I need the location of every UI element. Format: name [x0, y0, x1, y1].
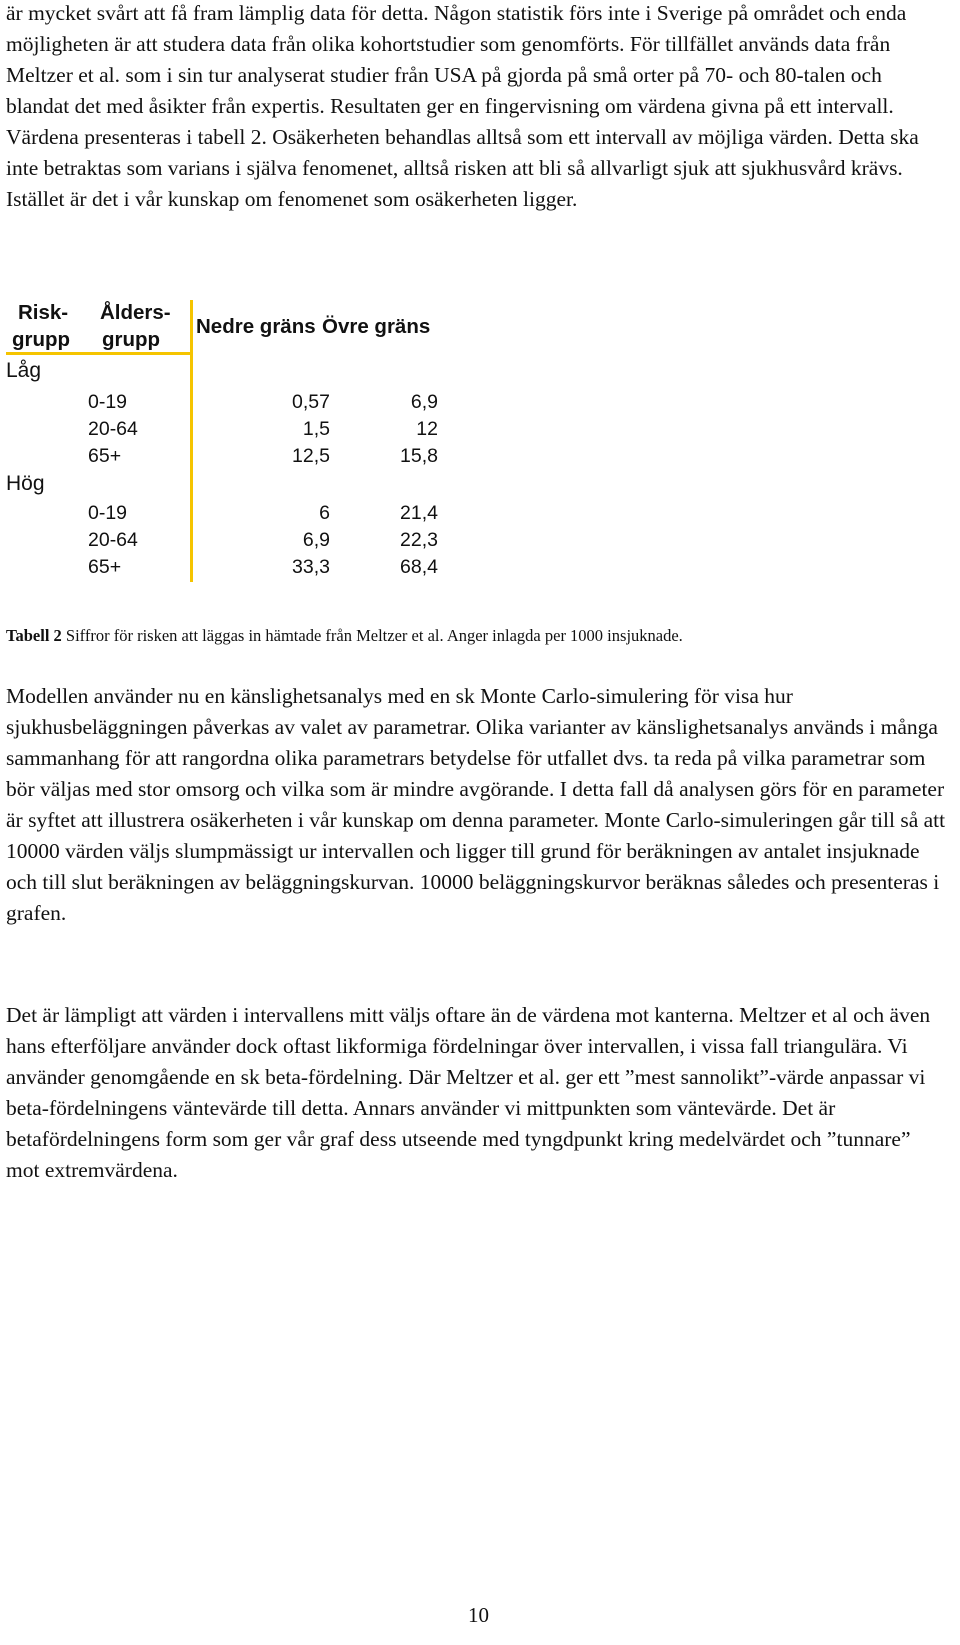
table-row-lower: 0,57	[292, 391, 330, 413]
table-row-upper: 12	[416, 418, 438, 440]
table-row-upper: 68,4	[400, 556, 438, 578]
table-row-lower: 1,5	[302, 418, 330, 440]
table-vertical-divider	[190, 300, 193, 582]
table-row-lower: 12,5	[292, 445, 330, 467]
table-row-age: 65+	[88, 556, 122, 578]
header-age-line1: Ålders-	[100, 301, 171, 324]
header-lower-bound: Nedre gräns	[196, 315, 316, 338]
risk-table	[0, 300, 470, 620]
table-caption	[6, 625, 956, 647]
table-caption-text: Siffror för risken att läggas in hämtade från Meltzer et al. Anger inlagda per 1000 insjuknade.	[61, 626, 683, 645]
table-row-age: 20-64	[88, 529, 138, 551]
risk-group-high: Hög	[6, 472, 45, 495]
table-row-upper: 15,8	[400, 445, 438, 467]
table-row-lower: 6	[319, 502, 330, 524]
header-age-line2: grupp	[102, 328, 161, 351]
body-paragraph-intro: är mycket svårt att få fram lämplig data för detta. Någon statistik förs inte i Sverige på området och enda möjligheten är att studera data från olika kohortstudier som genomförts. För tillfället används data från Meltzer et al. som i sin tur analyserat studier från USA på gjorda på små orter på 70- och 80-talen och blandat det med åsikter från expertis. Resultaten ger en fingervisning om värdena givna på ett intervall. Värdena presenteras i tabell 2. Osäkerheten behandlas alltså som ett intervall av möjliga värden. Detta ska inte betraktas som varians i själva fenomenet, alltså risken att bli så allvarligt sjuk att sjukhusvård krävs. Istället är det i vår kunskap om fenomenet som osäkerheten ligger.	[6, 1, 919, 211]
table-row-lower: 6,9	[302, 529, 330, 551]
table-row-age: 65+	[88, 445, 122, 467]
header-upper-bound: Övre gräns	[322, 315, 431, 338]
table-caption-label: Tabell 2	[6, 626, 62, 645]
body-paragraph-monte-carlo: Modellen använder nu en känslighetsanalys med en sk Monte Carlo-simulering för visa hur sjukhusbeläggningen påverkas av valet av parametrar. Olika varianter av känslighetsanalys används i många sammanhang för att rangordna olika parametrars betydelse för utfallet dvs. ta reda på vilka parametrar som bör väljas med stor omsorg och vilka som är mindre avgörande. I detta fall då analysen görs för en parameter är syftet att illustrera osäkerheten i vår kunskap om denna parameter. Monte Carlo-simuleringen går till så att 10000 värden väljs slumpmässigt ur intervallen och ligger till grund för beräkningen av antalet insjuknade och till slut beräkningen av beläggningskurvan. 10000 beläggningskurvor beräknas således och presenteras i grafen.	[6, 684, 946, 925]
table-row-upper: 6,9	[410, 391, 438, 413]
header-risk-line2: grupp	[12, 328, 71, 351]
table-row-upper: 21,4	[400, 502, 438, 524]
table-row-lower: 33,3	[292, 556, 330, 578]
header-risk-line1: Risk-	[18, 301, 69, 324]
table-row-age: 0-19	[88, 502, 128, 524]
body-paragraph-beta: Det är lämpligt att värden i intervallens mitt väljs oftare än de värdena mot kanterna. Meltzer et al och även hans efterföljare använder dock oftast likformiga fördelningar över intervallen, i vissa fall triangulära. Vi använder genomgående en sk beta-fördelning. Där Meltzer et al. ger ett ”mest sannolikt”-värde anpassar vi beta-fördelningens väntevärde till detta. Annars använder vi mittpunkten som väntevärde. Det är betafördelningens form som ger vår graf dess utseende med tyngdpunkt kring medelvärdet och ”tunnare” mot extremvärdena.	[6, 1003, 931, 1182]
page-number: 10	[468, 1603, 489, 1627]
table-row-upper: 22,3	[400, 529, 438, 551]
table-row-age: 0-19	[88, 391, 128, 413]
risk-group-low: Låg	[6, 359, 42, 382]
table-row-age: 20-64	[88, 418, 138, 440]
